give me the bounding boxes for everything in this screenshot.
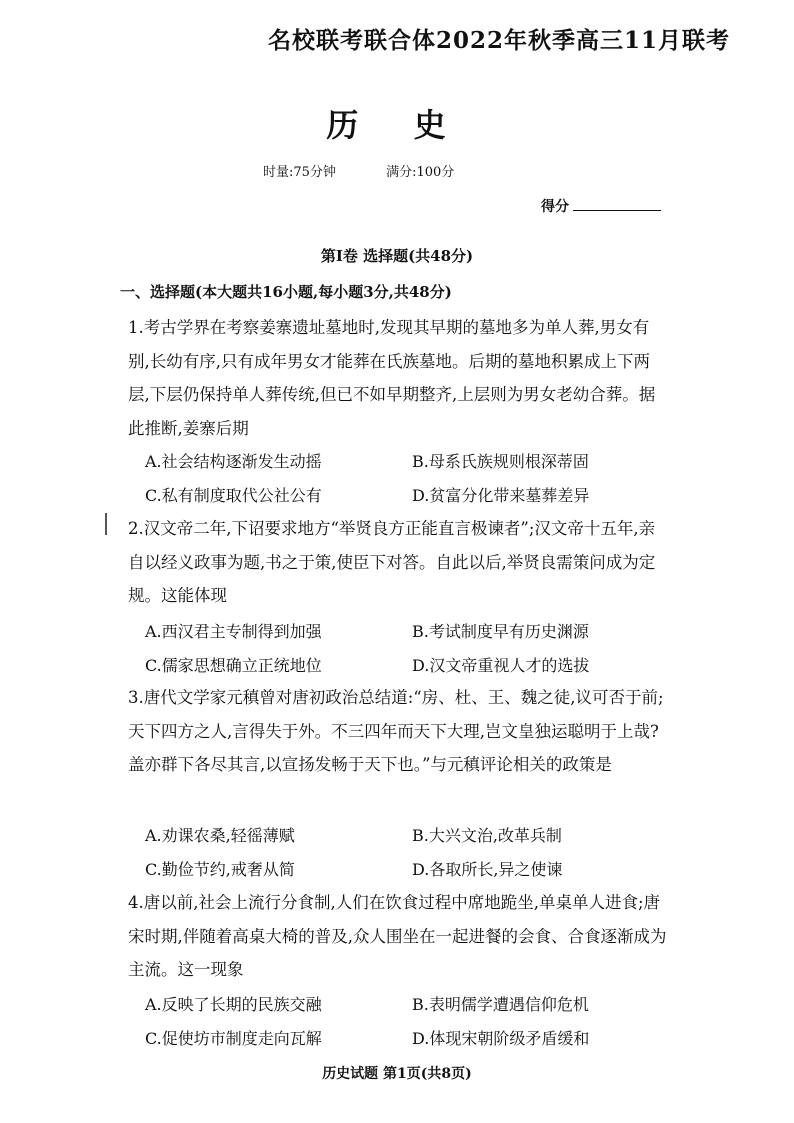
question-3-option-b: B.大兴文治,改革兵制 (412, 826, 562, 845)
question-3-stem: 3.唐代文学家元稹曾对唐初政治总结道:“房、杜、王、魏之徒,议可否于前;天下四方之人,言得失于外。不三四年而天下大理,岂文皇独运聪明于上哉?盖亦群下各尽其言,以宣扬发畅于天下也。”与元稹评论相关的政策是 (128, 688, 664, 775)
question-3-option-c: C.勤俭节约,戒奢从简 (145, 860, 295, 879)
question-1-option-c: C.私有制度取代公社公有 (145, 486, 322, 505)
full-score: 满分:100分 (386, 165, 455, 180)
exam-meta (263, 161, 500, 180)
question-4-option-a: A.反映了长期的民族交融 (145, 995, 322, 1014)
question-4-option-d: D.体现宋朝阶级矛盾缓和 (412, 1029, 590, 1048)
score-label: 得分 (541, 199, 569, 215)
section-title: 一、选择题(本大题共16小题,每小题3分,共48分) (120, 283, 452, 301)
time-limit: 时量:75分钟 (263, 165, 336, 180)
score-blank (573, 198, 661, 211)
question-3-option-a: A.劝课农桑,轻徭薄赋 (145, 826, 295, 845)
question-1-option-a: A.社会结构逐渐发生动摇 (145, 452, 322, 471)
page-footer: 历史试题 第1页(共8页) (322, 1066, 472, 1082)
exam-title: 名校联考联合体2022年秋季高三11月联考 (268, 27, 731, 54)
question-1-option-b: B.母系氏族规则根深蒂固 (412, 452, 589, 471)
margin-mark (105, 513, 107, 535)
question-4-option-b: B.表明儒学遭遇信仰危机 (412, 995, 589, 1014)
question-2-option-c: C.儒家思想确立正统地位 (145, 656, 322, 675)
part-title: 第Ⅰ卷 选择题(共48分) (320, 247, 474, 265)
question-1-option-d: D.贫富分化带来墓葬差异 (412, 486, 590, 505)
question-2-stem: 2.汉文帝二年,下诏要求地方“举贤良方正能直言极谏者”;汉文帝十五年,亲自以经义政事为题,书之于策,使臣下对答。自此以后,举贤良需策问成为定规。这能体现 (128, 519, 656, 606)
score-field (541, 196, 661, 216)
subject-title: 历 史 (326, 106, 468, 144)
question-4-stem: 4.唐以前,社会上流行分食制,人们在饮食过程中席地跪坐,单桌单人进食;唐宋时期,伴随着高桌大椅的普及,众人围坐在一起进餐的会食、合食逐渐成为主流。这一现象 (128, 893, 667, 980)
question-2-option-d: D.汉文帝重视人才的选拔 (412, 656, 590, 675)
question-2-option-a: A.西汉君主专制得到加强 (145, 622, 322, 641)
question-4-option-c: C.促使坊市制度走向瓦解 (145, 1029, 322, 1048)
question-1-stem: 1.考古学界在考察姜寨遗址墓地时,发现其早期的墓地多为单人葬,男女有别,长幼有序,只有成年男女才能葬在氏族墓地。后期的墓地积累成上下两层,下层仍保持单人葬传统,但已不如早期整齐,上层则为男女老幼合葬。据此推断,姜寨后期 (128, 318, 656, 438)
question-3-option-d: D.各取所长,异之使谏 (412, 860, 563, 879)
question-2-option-b: B.考试制度早有历史渊源 (412, 622, 589, 641)
